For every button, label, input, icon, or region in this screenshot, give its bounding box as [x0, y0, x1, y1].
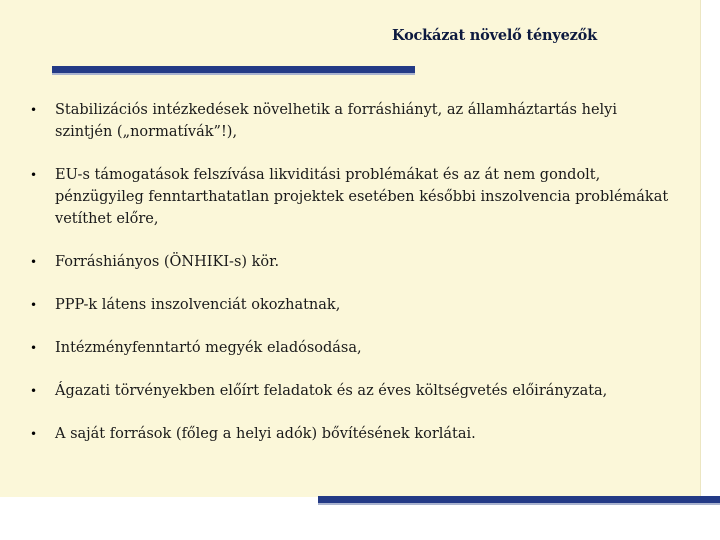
- bullet-icon: •: [30, 168, 38, 182]
- bullet-icon: •: [30, 103, 38, 117]
- bullet-text: Forráshiányos (ÖNHIKI-s) kör.: [55, 254, 280, 270]
- bullet-text: Ágazati törvényekben előírt feladatok és az éves költségvetés előirányzata,: [55, 383, 608, 399]
- footer-accent-bar: [318, 496, 720, 503]
- bullet-icon: •: [30, 341, 38, 355]
- bullet-text: PPP-k látens inszolvenciát okozhatnak,: [55, 297, 341, 313]
- bullet-text: A saját források (főleg a helyi adók) bővítésének korlátai.: [55, 426, 476, 442]
- bullet-text: Stabilizációs intézkedések növelhetik a forráshiányt, az államháztartás helyi szintjén („normatívák”!),: [55, 102, 617, 140]
- bullet-item-5: [30, 337, 670, 359]
- bullet-item-2: [30, 164, 670, 230]
- bullet-item-4: [30, 294, 670, 316]
- bullet-icon: •: [30, 427, 38, 441]
- bullet-list: [30, 99, 670, 445]
- bullet-item-7: [30, 423, 670, 445]
- bullet-icon: •: [30, 384, 38, 398]
- bullet-item-1: [30, 99, 670, 143]
- bullet-icon: •: [30, 255, 38, 269]
- bullet-item-3: [30, 251, 670, 273]
- bullet-text: EU-s támogatások felszívása likviditási problémákat és az át nem gondolt, pénzügyileg fenntarthatatlan projektek esetében későbbi inszolvencia problémákat vetíthet előre,: [55, 167, 669, 227]
- bullet-icon: •: [30, 298, 38, 312]
- bullet-item-6: [30, 380, 670, 402]
- title-underline-bar: [52, 66, 415, 73]
- bullet-text: Intézményfenntartó megyék eladósodása,: [55, 340, 362, 356]
- slide-title: Kockázat növelő tényezők: [392, 27, 597, 44]
